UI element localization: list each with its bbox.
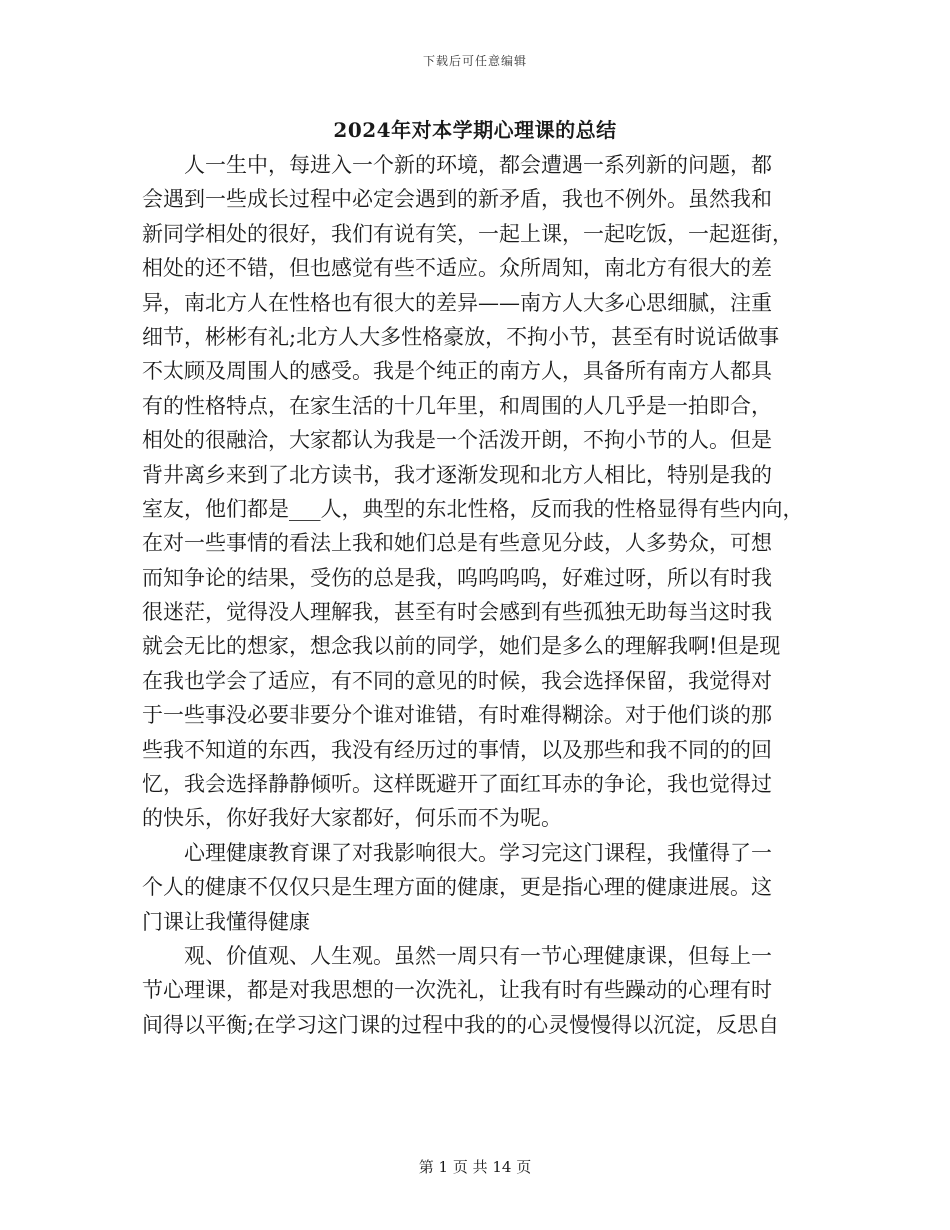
paragraph-3-line-1: 观、价值观、人生观。虽然一周只有一节心理健康课，但每上一 [184,943,772,968]
document-body [142,148,817,1042]
paragraph-2-line-3: 门课让我懂得健康 [142,909,310,934]
paragraph-3-line-3: 间得以平衡;在学习这门课的过程中我的的心灵慢慢得以沉淀，反思自 [142,1012,780,1037]
paragraph-1-line-19: 忆，我会选择静静倾听。这样既避开了面红耳赤的争论，我也觉得过 [142,772,772,797]
paragraph-1-line-6: 细节，彬彬有礼;北方人大多性格豪放，不拘小节，甚至有时说话做事 [142,324,780,349]
paragraph-1-line-2: 会遇到一些成长过程中必定会遇到的新矛盾，我也不例外。虽然我和 [142,187,772,212]
page-number: 第 1 页 共 14 页 [418,1158,532,1176]
paragraph-1-line-4: 相处的还不错，但也感觉有些不适应。众所周知，南北方有很大的差 [142,256,772,281]
paragraph-1-line-15: 就会无比的想家，想念我以前的同学，她们是多么的理解我啊!但是现 [142,634,781,659]
paragraph-1-line-7: 不太顾及周围人的感受。我是个纯正的南方人，具备所有南方人都具 [142,359,772,384]
paragraph-1-line-14: 很迷茫，觉得没人理解我，甚至有时会感到有些孤独无助每当这时我 [142,600,772,625]
paragraph-1-line-12: 在对一些事情的看法上我和她们总是有些意见分歧，人多势众，可想 [142,531,772,556]
paragraph-3-line-2: 节心理课，都是对我思想的一次洗礼，让我有时有些躁动的心理有时 [142,978,772,1003]
paragraph-1-line-16: 在我也学会了适应，有不同的意见的时候，我会选择保留，我觉得对 [142,668,772,693]
paragraph-1-line-20: 的快乐，你好我好大家都好，何乐而不为呢。 [142,806,562,831]
header-note: 下载后可任意编辑 [422,54,527,68]
paragraph-1-line-10: 背井离乡来到了北方读书，我才逐渐发现和北方人相比，特别是我的 [142,462,772,487]
paragraph-1-line-5: 异，南北方人在性格也有很大的差异——南方人大多心思细腻，注重 [142,290,772,315]
paragraph-1-line-11: 室友，他们都是___人，典型的东北性格，反而我的性格显得有些内向， [142,496,804,521]
paragraph-1-line-9: 相处的很融洽，大家都认为我是一个活泼开朗，不拘小节的人。但是 [142,428,772,453]
paragraph-1-line-1: 人一生中，每进入一个新的环境，都会遭遇一系列新的问题，都 [184,153,772,177]
paragraph-1-line-17: 于一些事没必要非要分个谁对谁错，有时难得糊涂。对于他们谈的那 [142,703,772,728]
paragraph-2-line-2: 个人的健康不仅仅只是生理方面的健康，更是指心理的健康进展。这 [142,875,772,900]
paragraph-1-line-18: 些我不知道的东西，我没有经历过的事情，以及那些和我不同的的回 [142,737,772,762]
document-title: 2024年对本学期心理课的总结 [333,118,617,142]
paragraph-1-line-13: 而知争论的结果，受伤的总是我，呜呜呜呜，好难过呀，所以有时我 [142,565,772,590]
paragraph-1-line-3: 新同学相处的很好，我们有说有笑，一起上课，一起吃饭，一起逛街， [142,221,793,246]
paragraph-2-line-1: 心理健康教育课了对我影响很大。学习完这门课程，我懂得了一 [184,840,772,865]
paragraph-1-line-8: 有的性格特点，在家生活的十几年里，和周围的人几乎是一拍即合， [142,393,772,418]
